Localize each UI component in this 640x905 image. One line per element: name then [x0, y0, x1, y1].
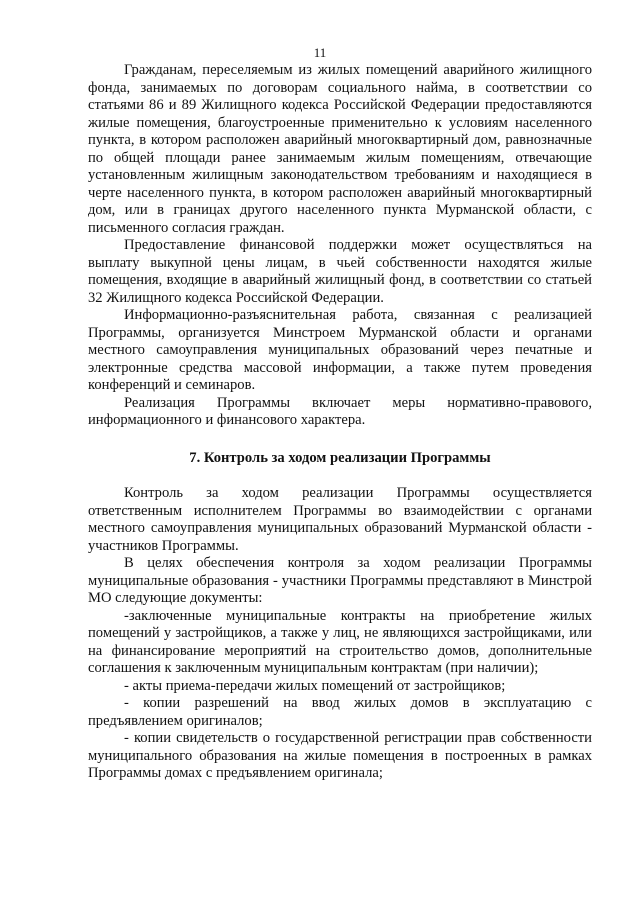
paragraph-resettlement: Гражданам, переселяемым из жилых помещений аварийного жилищного фонда, занимаемых по договорам социального найма, в соответствии со статьями 86 и 89 Жилищного кодекса Российской Федерации предоставляются жилые помещения, благоустроенные применительно к условиям населенного пункта, в котором расположен аварийный многоквартирный дом, равнозначные по общей площади ранее занимаемым жилым помещениям, отвечающие установленным жилищным законодательством требованиям и находящиеся в черте населенного пункта, в котором расположен аварийный многоквартирный дом, или в границах другого населенного пункта Мурманской области, с письменного согласия граждан.	[88, 62, 592, 236]
paragraph-control: Контроль за ходом реализации Программы осуществляется ответственным исполнителем Программы во взаимодействии с органами местного самоуправления муниципальных образований Мурманской области - участников Программы.	[88, 485, 592, 554]
list-item-permits: - копии разрешений на ввод жилых домов в эксплуатацию с предъявлением оригиналов;	[88, 695, 592, 729]
paragraph-documents-intro: В целях обеспечения контроля за ходом реализации Программы муниципальные образования - участники Программы представляют в Минстрой МО следующие документы:	[88, 555, 592, 606]
list-item-acceptance-acts: - акты приема-передачи жилых помещений от застройщиков;	[124, 677, 506, 694]
paragraph-financial-support: Предоставление финансовой поддержки может осуществляться на выплату выкупной цены лицам, в чьей собственности находятся жилые помещения, входящие в аварийный жилищный фонд, в соответствии со статьей 32 Жилищного кодекса Российской Федерации.	[88, 237, 592, 306]
document-body	[88, 62, 592, 783]
paragraph-information-work: Информационно-разъяснительная работа, связанная с реализацией Программы, организуется Минстроем Мурманской области и органами местного самоуправления муниципальных образований через печатные и электронные средства массовой информации, а также путем проведения конференций и семинаров.	[88, 307, 592, 393]
paragraph-implementation-measures: Реализация Программы включает меры нормативно-правового, информационного и финансового характера.	[88, 394, 592, 428]
page-number: 11	[313, 45, 327, 60]
section-heading: 7. Контроль за ходом реализации Программы	[189, 449, 491, 466]
list-item-contracts: -заключенные муниципальные контракты на приобретение жилых помещений у застройщиков, а также у лиц, не являющихся застройщиками, или на финансирование мероприятий на строительство домов, дополнительные соглашения к заключенным муниципальным контрактам (при наличии);	[88, 607, 592, 676]
list-item-certificates: - копии свидетельств о государственной регистрации прав собственности муниципального образования на жилые помещения в построенных в рамках Программы домах с предъявлением оригинала;	[88, 730, 592, 781]
